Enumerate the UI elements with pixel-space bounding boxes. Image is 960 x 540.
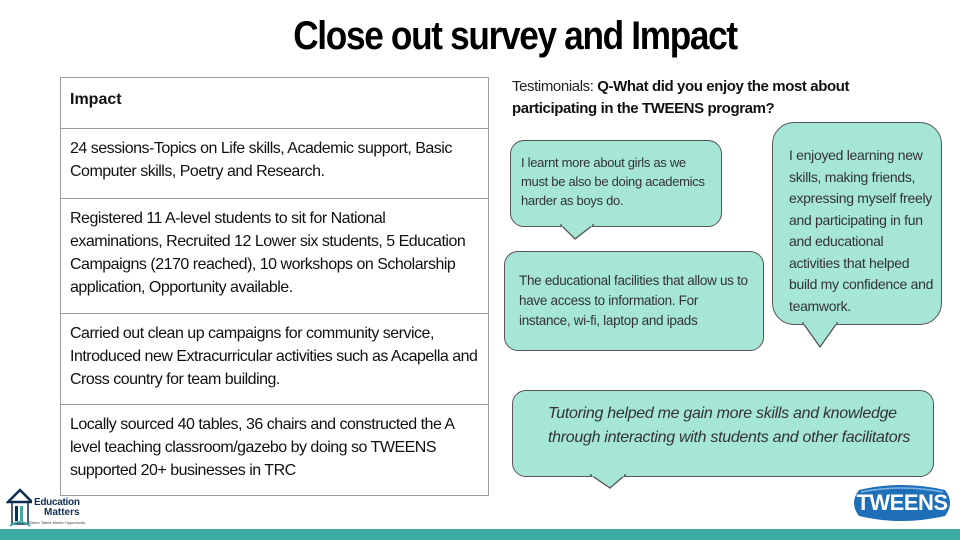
education-matters-name-2: Matters <box>44 507 80 518</box>
testimonial-quote: Tutoring helped me gain more skills and knowledge through interacting with students and other facilitators <box>548 405 911 446</box>
testimonials-question: Q-What did you enjoy the most about participating in the TWEENS program? <box>512 78 850 117</box>
table-row <box>61 405 489 496</box>
education-matters-logo <box>6 488 86 530</box>
table-cell <box>61 314 489 405</box>
testimonials-heading <box>512 76 872 120</box>
tweens-logo-text: TWEENS <box>856 490 948 515</box>
impact-row-text: Locally sourced 40 tables, 36 chairs and constructed the A level teaching classroom/gazebo by doing so TWEENS supported 20+ businesses in TRC <box>70 416 454 479</box>
table-header-cell: Impact <box>61 78 489 129</box>
speech-tail-icon <box>803 323 843 349</box>
impact-table <box>60 77 489 496</box>
education-matters-name: Education <box>34 497 80 508</box>
testimonial-bubble-3 <box>772 122 942 325</box>
testimonial-bubble-4 <box>512 390 934 477</box>
testimonial-bubble-1 <box>510 140 722 227</box>
testimonial-quote: I enjoyed learning new skills, making friends, expressing myself freely and participating in fun and educational activities that helped build my confidence and teamwork. <box>789 147 934 314</box>
table-cell <box>61 405 489 496</box>
education-matters-tagline: Where Talent Meets Opportunity <box>28 520 86 525</box>
testimonials-label: Testimonials: <box>512 78 598 95</box>
impact-row-text: 24 sessions-Topics on Life skills, Academic support, Basic Computer skills, Poetry and Research. <box>70 140 452 180</box>
impact-row-text: Registered 11 A-level students to sit for National examinations, Recruited 12 Lower six students, 5 Education Campaigns (2170 reached), 10 workshops on Scholarship application, Opportunity available. <box>70 210 466 296</box>
speech-tail-icon <box>561 225 601 241</box>
table-header-row <box>61 78 489 129</box>
table-row <box>61 129 489 199</box>
table-row <box>61 314 489 405</box>
footer-bar <box>0 529 960 540</box>
tweens-logo <box>851 484 953 522</box>
testimonial-quote: I learnt more about girls as we must be also be doing academics harder as boys do. <box>521 155 705 208</box>
impact-row-text: Carried out clean up campaigns for community service, Introduced new Extracurricular activities such as Acapella and Cross country for team building. <box>70 325 478 388</box>
testimonial-bubble-2 <box>504 251 764 351</box>
slide-title: Close out survey and Impact <box>293 14 737 58</box>
table-cell <box>61 199 489 314</box>
speech-tail-icon <box>591 475 631 491</box>
table-cell <box>61 129 489 199</box>
testimonial-quote: The educational facilities that allow us to have access to information. For instance, wi-fi, laptop and ipads <box>519 273 748 328</box>
table-row <box>61 199 489 314</box>
